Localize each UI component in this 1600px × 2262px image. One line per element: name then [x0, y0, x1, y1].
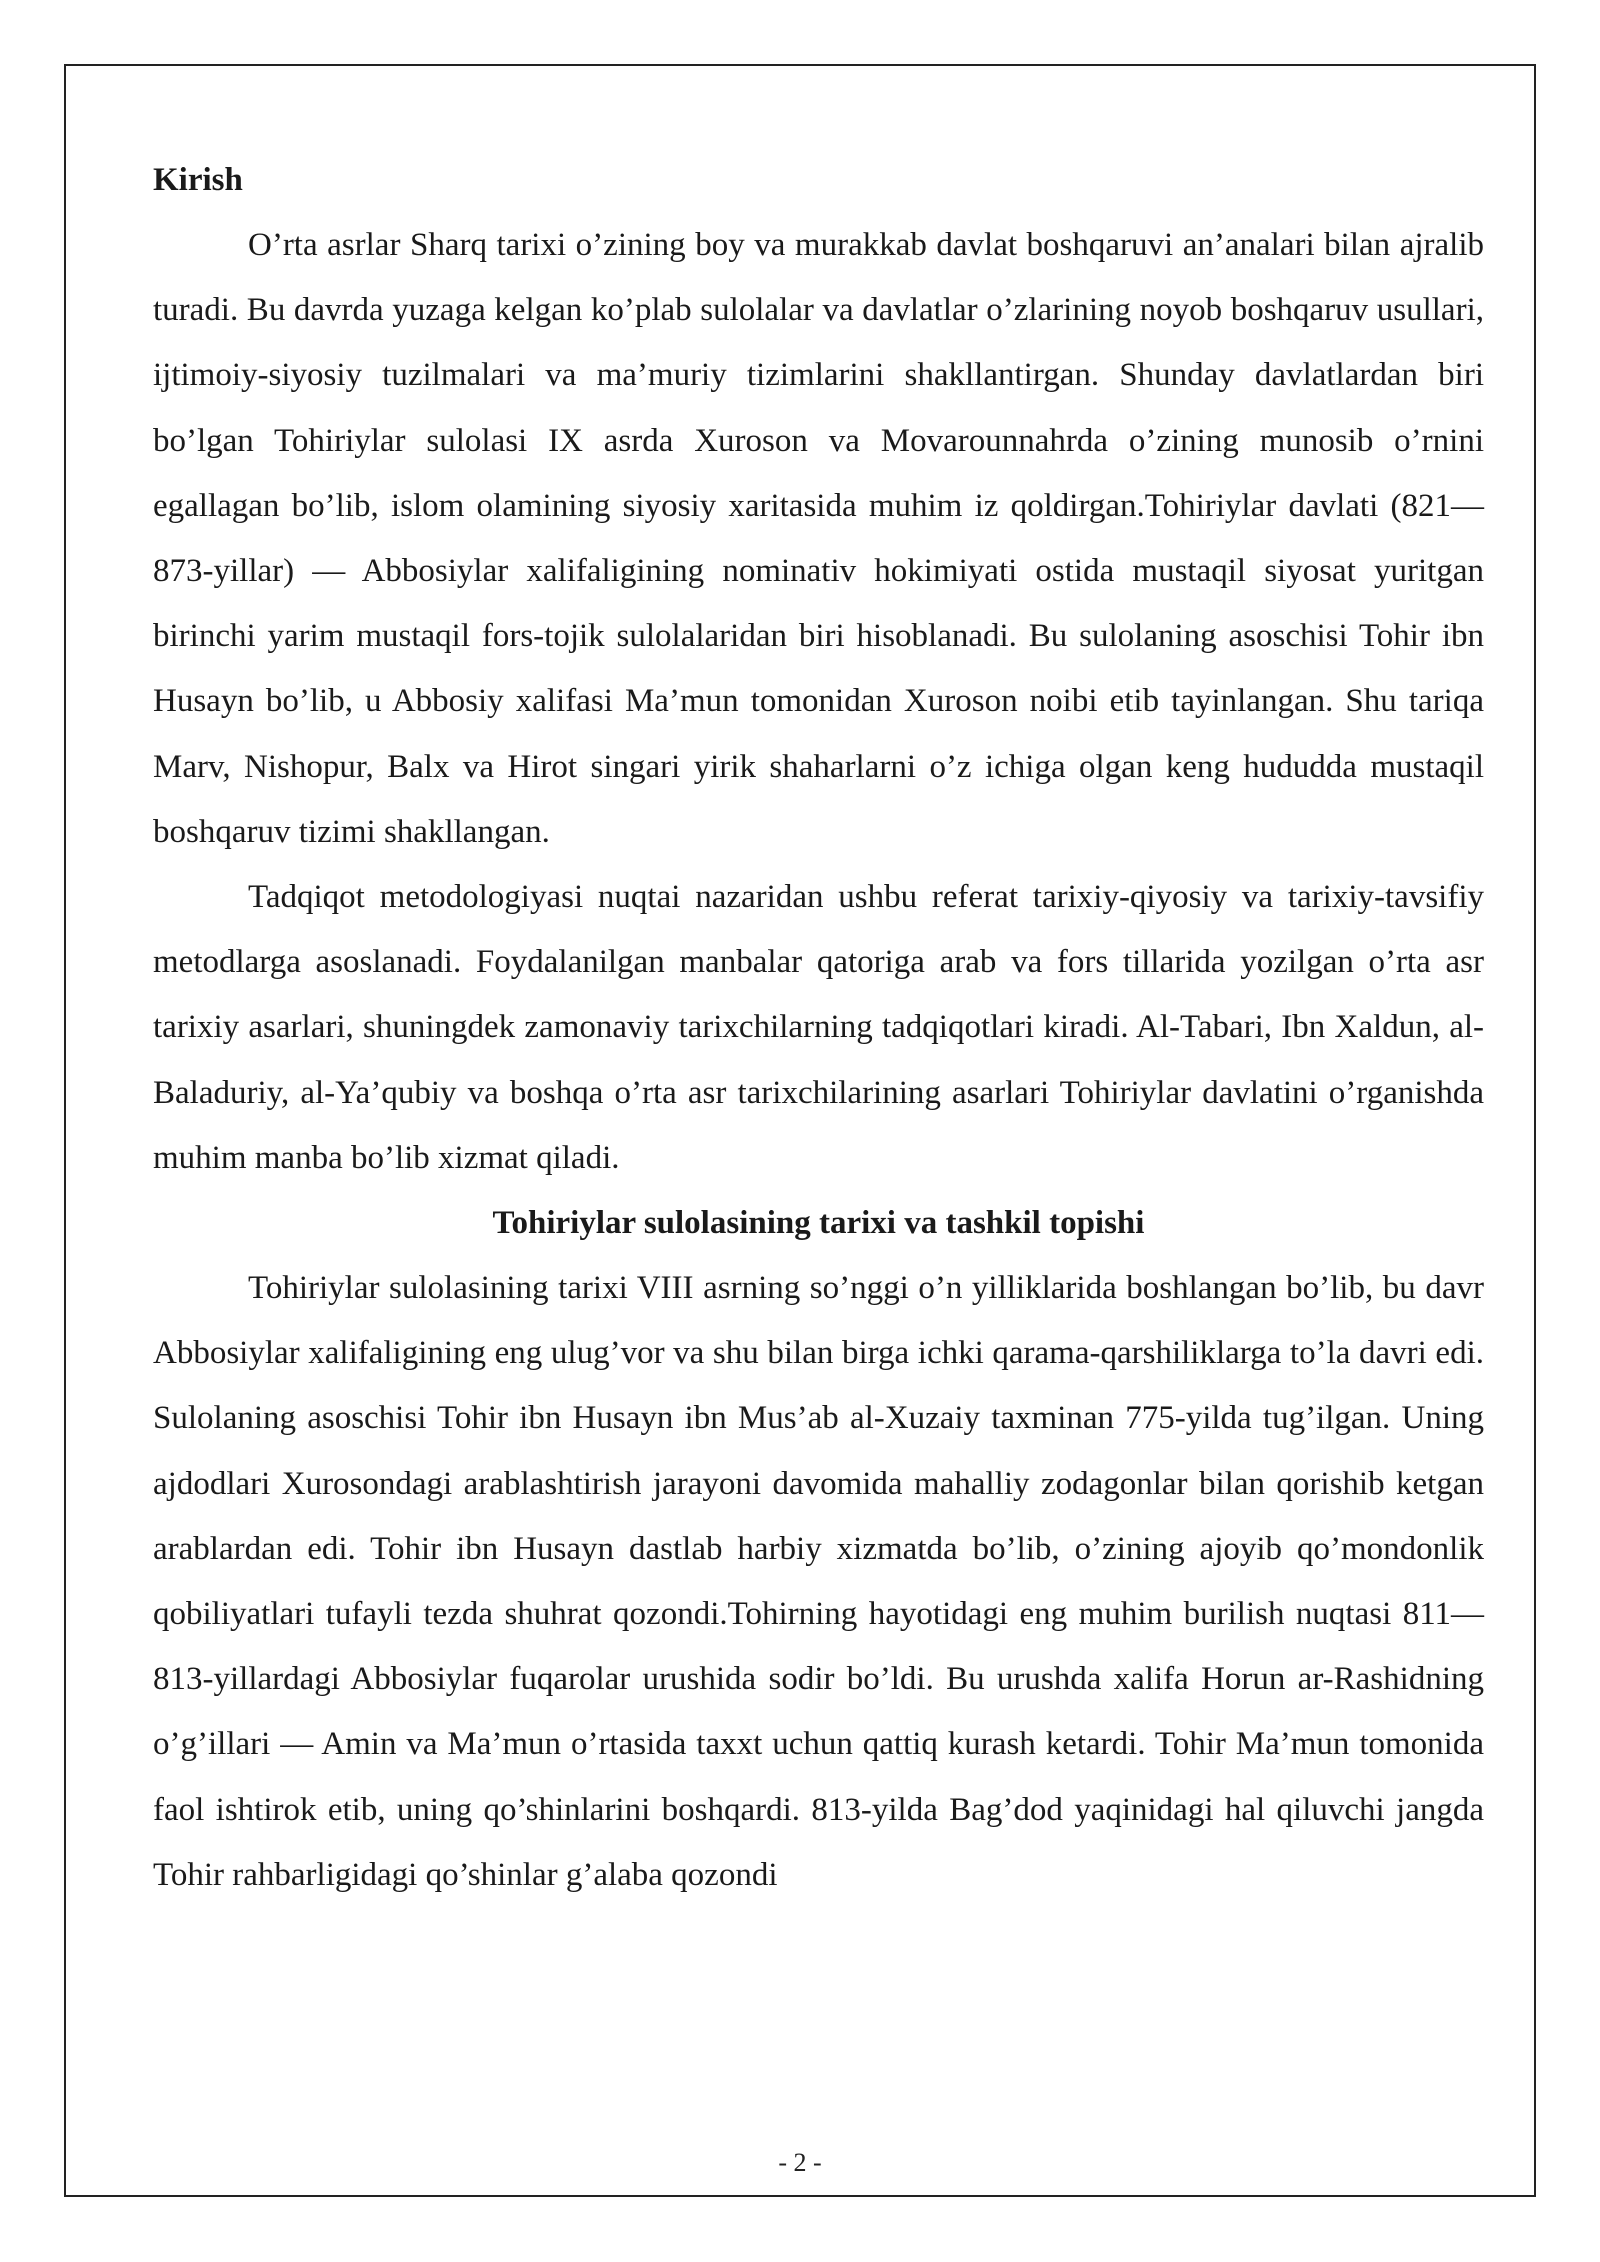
paragraph-introduction-2: Tadqiqot metodologiyasi nuqtai nazaridan ushbu referat tarixiy-qiyosiy va tarixiy-tavsifiy metodlarga asoslanadi. Foydalanilgan manbalar qatoriga arab va fors tillarida yozilgan o’rta asr tarixiy asarlari, shuningdek zamonaviy tarixchilarning tadqiqotlari kiradi. Al-Tabari, Ibn Xaldun, al-Baladuriy, al-Ya’qubiy va boshqa o’rta asr tarixchilarining asarlari Tohiriylar davlatini o’rganishda muhim manba bo’lib xizmat qiladi. — [153, 879, 1484, 1176]
page-number: - 2 - — [778, 2148, 822, 2177]
document-body — [153, 148, 1484, 1908]
paragraph-history-1: Tohiriylar sulolasining tarixi VIII asrning so’nggi o’n yilliklarida boshlangan bo’lib, bu davr Abbosiylar xalifaligining eng ulug’vor va shu bilan birga ichki qarama-qarshiliklarga to’la davri edi. Sulolaning asoschisi Tohir ibn Husayn ibn Mus’ab al-Xuzaiy taxminan 775-yilda tug’ilgan. Uning ajdodlari Xurosondagi arablashtirish jarayoni davomida mahalliy zodagonlar bilan qorishib ketgan arablardan edi. Tohir ibn Husayn dastlab harbiy xizmatda bo’lib, o’zining ajoyib qo’mondonlik qobiliyatlari tufayli tezda shuhrat qozondi.Tohirning hayotidagi eng muhim burilish nuqtasi 811—813-yillardagi Abbosiylar fuqarolar urushida sodir bo’ldi. Bu urushda xalifa Horun ar-Rashidning o’g’illari — Amin va Ma’mun o’rtasida taxxt uchun qattiq kurash ketardi. Tohir Ma’mun tomonida faol ishtirok etib, uning qo’shinlarini boshqardi. 813-yilda Bag’dod yaqinidagi hal qiluvchi jangda Tohir rahbarligidagi qo’shinlar g’alaba qozondi — [153, 1270, 1484, 1893]
section-heading-introduction: Kirish — [153, 162, 243, 198]
paragraph-introduction-1: O’rta asrlar Sharq tarixi o’zining boy va murakkab davlat boshqaruvi an’analari bilan ajralib turadi. Bu davrda yuzaga kelgan ko’plab sulolalar va davlatlar o’zlarining noyob boshqaruv usullari, ijtimoiy-siyosiy tuzilmalari va ma’muriy tizimlarini shakllantirgan. Shunday davlatlardan biri bo’lgan Tohiriylar sulolasi IX asrda Xuroson va Movarounnahrda o’zining munosib o’rnini egallagan bo’lib, islom olamining siyosiy xaritasida muhim iz qoldirgan.Tohiriylar davlati (821—873-yillar) — Abbosiylar xalifaligining nominativ hokimiyati ostida mustaqil siyosat yuritgan birinchi yarim mustaqil fors-tojik sulolalaridan biri hisoblanadi. Bu sulolaning asoschisi Tohir ibn Husayn bo’lib, u Abbosiy xalifasi Ma’mun tomonidan Xuroson noibi etib tayinlangan. Shu tariqa Marv, Nishopur, Balx va Hirot singari yirik shaharlarni o’z ichiga olgan keng hududda mustaqil boshqaruv tizimi shakllangan. — [153, 227, 1484, 850]
section-heading-history: Tohiriylar sulolasining tarixi va tashkil topishi — [492, 1205, 1145, 1242]
